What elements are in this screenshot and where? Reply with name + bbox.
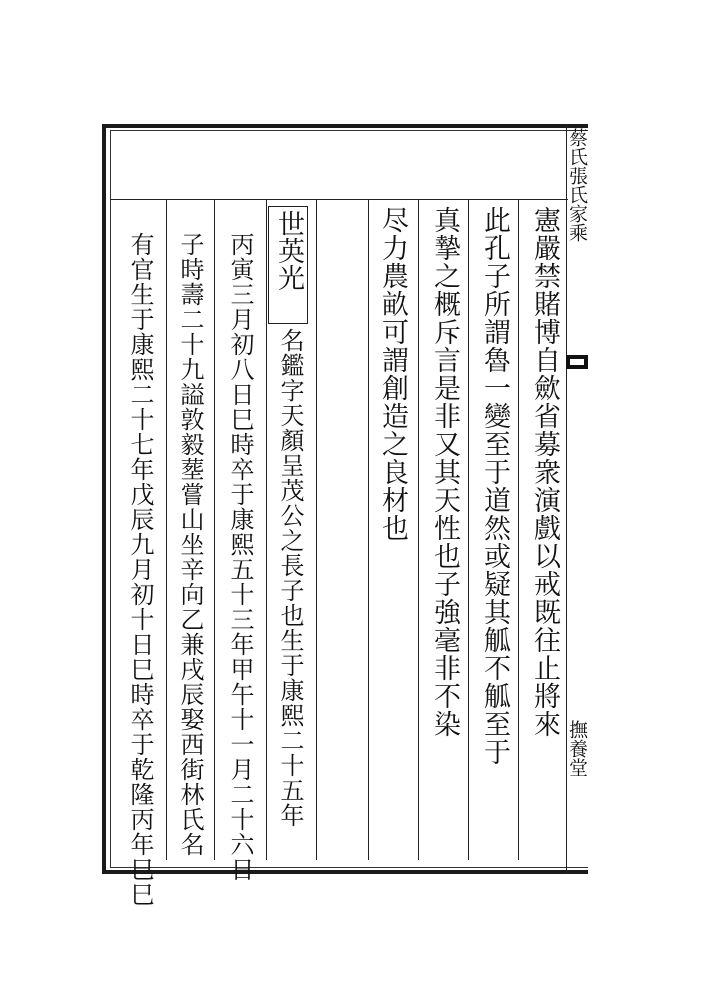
text-column-2: 此孔子所謂魯一變至于道然或疑其觚不觚至于: [479, 206, 510, 766]
column-rule: [368, 200, 369, 860]
text-column-4: 尽力農畝可謂創造之良材也: [377, 206, 408, 542]
column-rule: [166, 200, 167, 860]
book-title: 蔡氏張氏家乘: [566, 128, 588, 242]
text-column-1: 憲嚴禁賭博自歛省募衆演戲以戒既往止將來: [529, 206, 560, 738]
text-column-3: 真摯之概斥言是非又其天性也子強毫非不染: [429, 206, 460, 738]
fish-tail-mark: [566, 355, 588, 369]
column-rule: [316, 200, 317, 860]
text-column-8: 子時壽二十九謚敦毅塟嘗山坐辛向乙兼戌辰娶西街林氏名: [176, 232, 204, 857]
header-band: [110, 140, 568, 200]
text-column-9: 有官生于康熙二十七年戊辰九月初十日巳時卒于乾隆丙年巳巳: [126, 232, 154, 907]
column-rule: [518, 200, 519, 860]
text-column-6: 名鑑字天顏呈茂公之長子也生于康熙二十五年: [276, 328, 304, 828]
column-rule: [266, 200, 267, 860]
column-rule: [418, 200, 419, 860]
side-label: 撫養堂: [566, 720, 588, 777]
name-box-text: 世英光: [273, 210, 304, 291]
column-rule: [214, 200, 215, 860]
column-rule: [468, 200, 469, 860]
text-column-5: [320, 206, 360, 866]
text-column-7: 丙寅三月初八日巳時卒于康熙五十三年甲午十一月二十六日: [226, 232, 254, 882]
